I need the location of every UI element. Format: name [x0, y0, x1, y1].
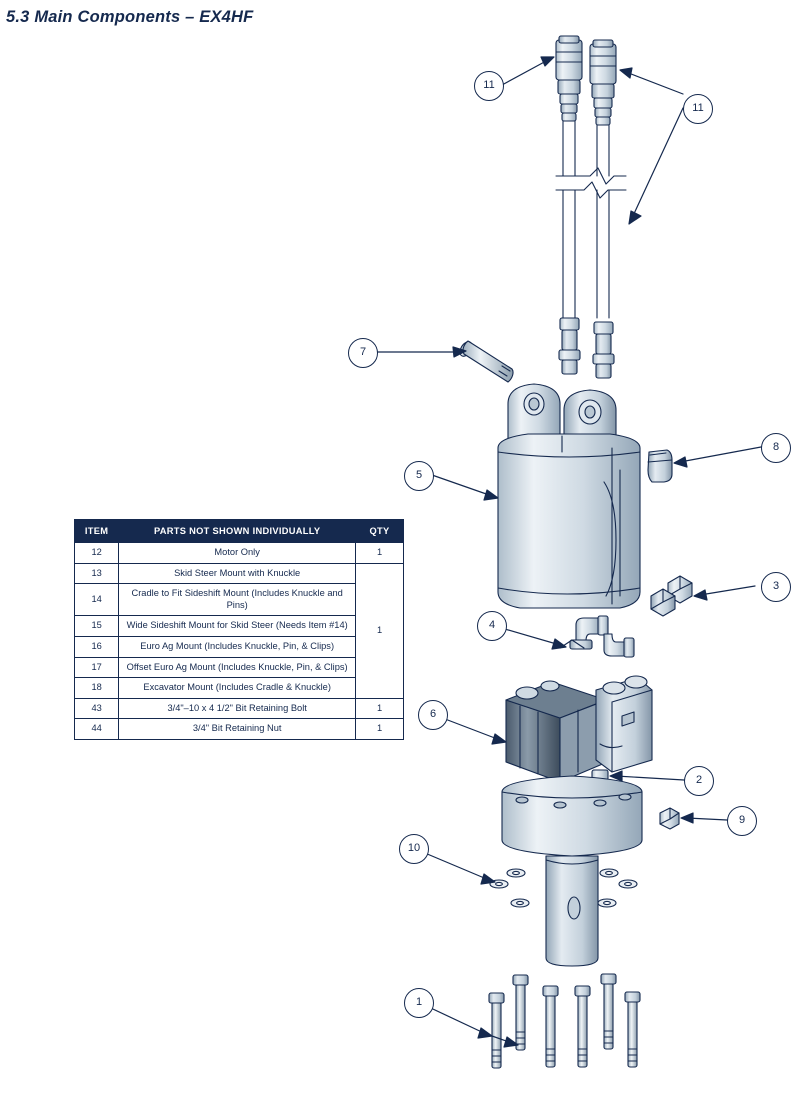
column-header-qty: QTY: [356, 520, 404, 543]
callout-bubble: 11: [683, 94, 713, 124]
cell-description: Excavator Mount (Includes Cradle & Knuckle): [119, 678, 356, 699]
callout-bubble: 5: [404, 461, 434, 491]
cell-item: 44: [75, 719, 119, 740]
cell-description: 3/4"–10 x 4 1/2" Bit Retaining Bolt: [119, 698, 356, 719]
cell-description: Euro Ag Mount (Includes Knuckle, Pin, & Clips): [119, 637, 356, 658]
callout-bubble: 1: [404, 988, 434, 1018]
callout-bubble: 3: [761, 572, 791, 602]
callout-bubble: 7: [348, 338, 378, 368]
cell-qty-merged: 1: [356, 563, 404, 698]
cell-item: 15: [75, 616, 119, 637]
cell-description: Cradle to Fit Sideshift Mount (Includes Knuckle and Pins): [119, 584, 356, 616]
cell-qty: 1: [356, 698, 404, 719]
table-header-row: [75, 520, 404, 543]
table-row: [75, 616, 404, 637]
cell-description: Motor Only: [119, 543, 356, 564]
table-row: [75, 637, 404, 658]
cell-item: 16: [75, 637, 119, 658]
cell-item: 13: [75, 563, 119, 584]
parts-not-shown-table: [74, 519, 404, 740]
cell-qty: 1: [356, 543, 404, 564]
callout-bubble: 9: [727, 806, 757, 836]
callout-bubble: 10: [399, 834, 429, 864]
cell-qty: 1: [356, 719, 404, 740]
cell-description: 3/4" Bit Retaining Nut: [119, 719, 356, 740]
callout-bubble: 2: [684, 766, 714, 796]
cell-description: Skid Steer Mount with Knuckle: [119, 563, 356, 584]
cell-item: 14: [75, 584, 119, 616]
table-row: [75, 657, 404, 678]
cell-description: Offset Euro Ag Mount (Includes Knuckle, Pin, & Clips): [119, 657, 356, 678]
table-row: [75, 678, 404, 699]
callout-bubble: 11: [474, 71, 504, 101]
callout-bubble: 6: [418, 700, 448, 730]
page-title: 5.3 Main Components – EX4HF: [6, 8, 254, 26]
cell-item: 12: [75, 543, 119, 564]
cell-item: 17: [75, 657, 119, 678]
cell-item: 18: [75, 678, 119, 699]
callout-bubble: 4: [477, 611, 507, 641]
cell-description: Wide Sideshift Mount for Skid Steer (Needs Item #14): [119, 616, 356, 637]
table-row: [75, 584, 404, 616]
column-header-description: PARTS NOT SHOWN INDIVIDUALLY: [119, 520, 356, 543]
cell-item: 43: [75, 698, 119, 719]
column-header-item: ITEM: [75, 520, 119, 543]
table-row: [75, 719, 404, 740]
table-row: [75, 698, 404, 719]
table-row: [75, 543, 404, 564]
callout-bubble: 8: [761, 433, 791, 463]
table-row: [75, 563, 404, 584]
